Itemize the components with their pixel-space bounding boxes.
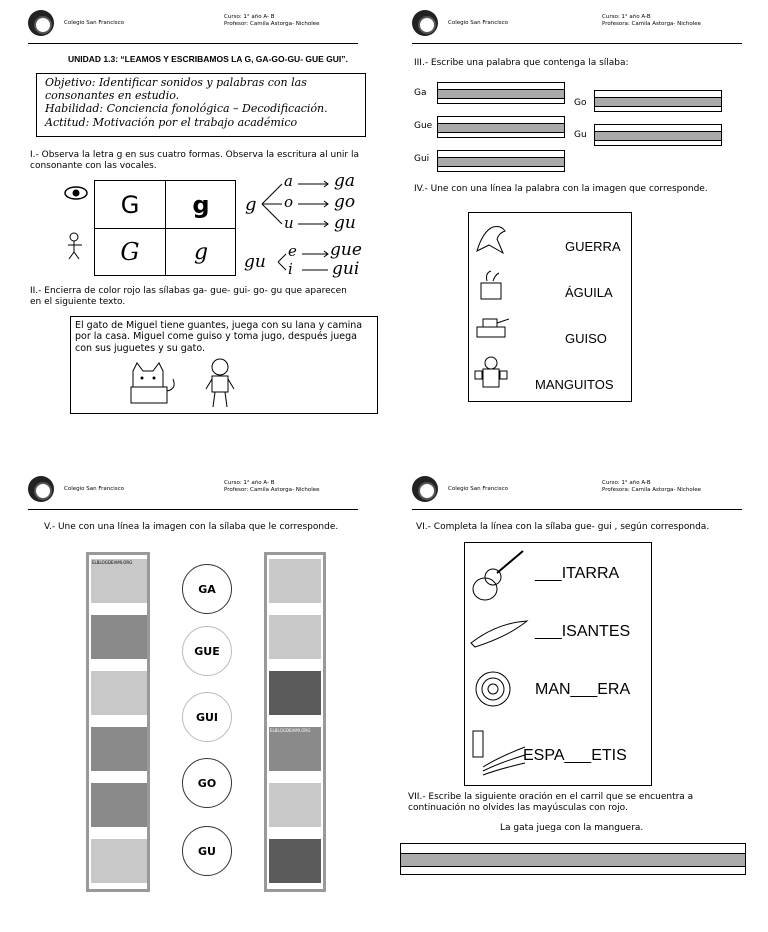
worksheet-page-1 [0, 0, 384, 466]
letter-grid [94, 180, 236, 276]
section-6-instruction: VI.- Completa la línea con la sílaba gue- gui , según corresponda. [416, 522, 710, 532]
section-7-instruction: VII.- Escribe la siguiente oración en el carril que se encuentra a continuación no olvides las mayúsculas con rojo. [408, 792, 694, 813]
objective-line: consonantes en estudio. [45, 89, 180, 103]
left-image-column [86, 552, 150, 892]
spaghetti-icon [469, 727, 529, 779]
page-header [412, 8, 742, 44]
course-label: Curso: 1° año A- B [224, 14, 275, 20]
worksheet-page-4 [384, 466, 768, 932]
letter-uppercase-print: G [95, 181, 166, 229]
section-2-instruction: II.- Encierra de color rojo las sílabas ga- gue- gui- go- gu que aparecen en el siguiente texto. [30, 286, 347, 307]
course-info [602, 480, 701, 494]
completion-box [464, 542, 652, 786]
syllable-gue: GUE [182, 626, 232, 676]
writing-child-icon [64, 232, 88, 260]
teacher-label: Profesor: Camila Astorga- Nicholee [224, 486, 320, 493]
label-go: Go [574, 98, 587, 108]
section-1-instruction: I.- Observa la letra g en sus cuatro formas. Observa la escritura al unir la consonante con las vocales. [30, 150, 360, 171]
letter-uppercase-cursive: G [95, 229, 166, 275]
label-gui: Gui [414, 154, 430, 164]
word-manguitos: MANGUITOS [535, 377, 614, 392]
hose-icon [473, 667, 513, 711]
teacher-label: Profesora: Camila Astorga- Nicholee [602, 20, 701, 27]
syllable-gu: GU [182, 826, 232, 876]
hen-photo [269, 559, 321, 603]
g-root: g [245, 194, 257, 215]
war-tank-icon [471, 309, 511, 345]
school-logo [28, 476, 54, 502]
letter-lowercase-print: g [166, 181, 236, 229]
section-4-instruction: IV.- Une con una línea la palabra con la imagen que corresponde. [414, 184, 708, 194]
course-label: Curso: 1° año A-B [602, 480, 651, 486]
page-header [28, 8, 358, 44]
cookies-photo [91, 727, 147, 771]
page-header [28, 474, 358, 510]
letter-lowercase-cursive: g [193, 239, 209, 265]
teacher-label: Profesora: Camila Astorga- Nicholee [602, 486, 701, 493]
eagle-photo [91, 559, 147, 603]
course-info [224, 14, 320, 28]
gu-root: gu [244, 252, 266, 272]
vowel-i: i [288, 260, 293, 278]
writing-lane[interactable] [400, 843, 746, 875]
watermark: ELBLOGDEIAMI.ORG [92, 560, 133, 565]
fox-photo [91, 615, 147, 659]
toys-photo [269, 727, 321, 771]
worksheet-page-2 [384, 0, 768, 466]
label-gue: Gue [414, 121, 433, 131]
vowel-o: o [284, 193, 294, 211]
word-aguila: ÁGUILA [565, 285, 613, 300]
eraser-photo [91, 783, 147, 827]
school-logo [412, 10, 438, 36]
syllable-gue: gue [330, 240, 362, 260]
section-3-instruction: III.- Escribe una palabra que contenga la sílaba: [414, 58, 629, 68]
school-name: Colegio San Francisco [448, 20, 509, 26]
syllable-go: go [334, 192, 356, 212]
word-guerra: GUERRA [565, 239, 621, 254]
syllable-go: GO [182, 758, 232, 808]
objective-line: Objetivo: Identificar sonidos y palabras con las [45, 76, 307, 89]
write-line-ga[interactable] [437, 82, 565, 104]
glove-photo [91, 671, 147, 715]
syllable-gui: gui [332, 259, 360, 279]
worksheet-page-3 [0, 466, 384, 932]
syllable-ga: GA [182, 564, 232, 614]
write-line-gue[interactable] [437, 116, 565, 138]
sentence-to-copy: La gata juega con la manguera. [500, 823, 644, 833]
course-label: Curso: 1° año A- B [224, 480, 275, 486]
course-info [224, 480, 320, 494]
magician-photo [269, 615, 321, 659]
label-gu: Gu [574, 130, 587, 140]
syllable-gui: GUI [182, 692, 232, 742]
hose-photo [91, 839, 147, 883]
write-line-gui[interactable] [437, 150, 565, 172]
word-guiso: GUISO [565, 331, 607, 346]
syllable-ga: ga [334, 171, 356, 191]
word-espaguetis: ESPA___ETIS [523, 747, 627, 764]
word-guitarra: ___ITARRA [535, 565, 620, 582]
school-name: Colegio San Francisco [64, 486, 125, 492]
section-5-instruction: V.- Une con una línea la imagen con la sílaba que le corresponde. [44, 522, 339, 532]
school-logo [28, 10, 54, 36]
eye-icon [64, 186, 88, 200]
skill-line: Habilidad: Conciencia fonológica – Decodificación. [45, 102, 328, 116]
label-ga: Ga [414, 88, 427, 98]
word-guisantes: ___ISANTES [535, 623, 631, 640]
school-logo [412, 476, 438, 502]
child-floaties-icon [473, 355, 509, 395]
unit-title: UNIDAD 1.3: “LEAMOS Y ESCRIBAMOS LA G, GA-GO-GU- GUE GUI”. [68, 54, 348, 64]
boy-icon [205, 357, 235, 409]
cat-icon [123, 361, 179, 409]
page-header [412, 474, 742, 510]
reading-text: El gato de Miguel tiene guantes, juega con su lana y camina por la casa. Miguel come guiso y toma jugo, después juega con sus juguetes y su gato. [75, 320, 363, 354]
course-info [602, 14, 701, 28]
course-label: Curso: 1° año A-B [602, 14, 651, 20]
matching-box-words [468, 212, 632, 402]
word-manguera: MAN___ERA [535, 681, 631, 698]
pea-pod-icon [467, 613, 531, 653]
watermark: ELBLOGDEIAMI.ORG [270, 728, 311, 733]
caterpillar-photo [269, 671, 321, 715]
guitar-photo [269, 783, 321, 827]
attitude-line: Actitud: Motivación por el trabajo académico [45, 115, 298, 129]
vowel-u: u [284, 214, 294, 232]
vowel-e: e [288, 242, 297, 260]
school-name: Colegio San Francisco [64, 20, 125, 26]
reading-text-box [70, 316, 378, 414]
objectives-box [36, 73, 366, 137]
syllable-gu: gu [334, 213, 356, 233]
write-line-gu[interactable] [594, 124, 722, 146]
stew-pot-icon [473, 267, 509, 303]
teacher-label: Profesor: Camila Astorga- Nicholee [224, 20, 320, 27]
write-line-go[interactable] [594, 90, 722, 112]
eagle-icon [473, 221, 509, 257]
stew-photo [269, 839, 321, 883]
guitar-icon [469, 547, 529, 603]
right-image-column [264, 552, 326, 892]
vowel-a: a [284, 172, 293, 190]
school-name: Colegio San Francisco [448, 486, 509, 492]
